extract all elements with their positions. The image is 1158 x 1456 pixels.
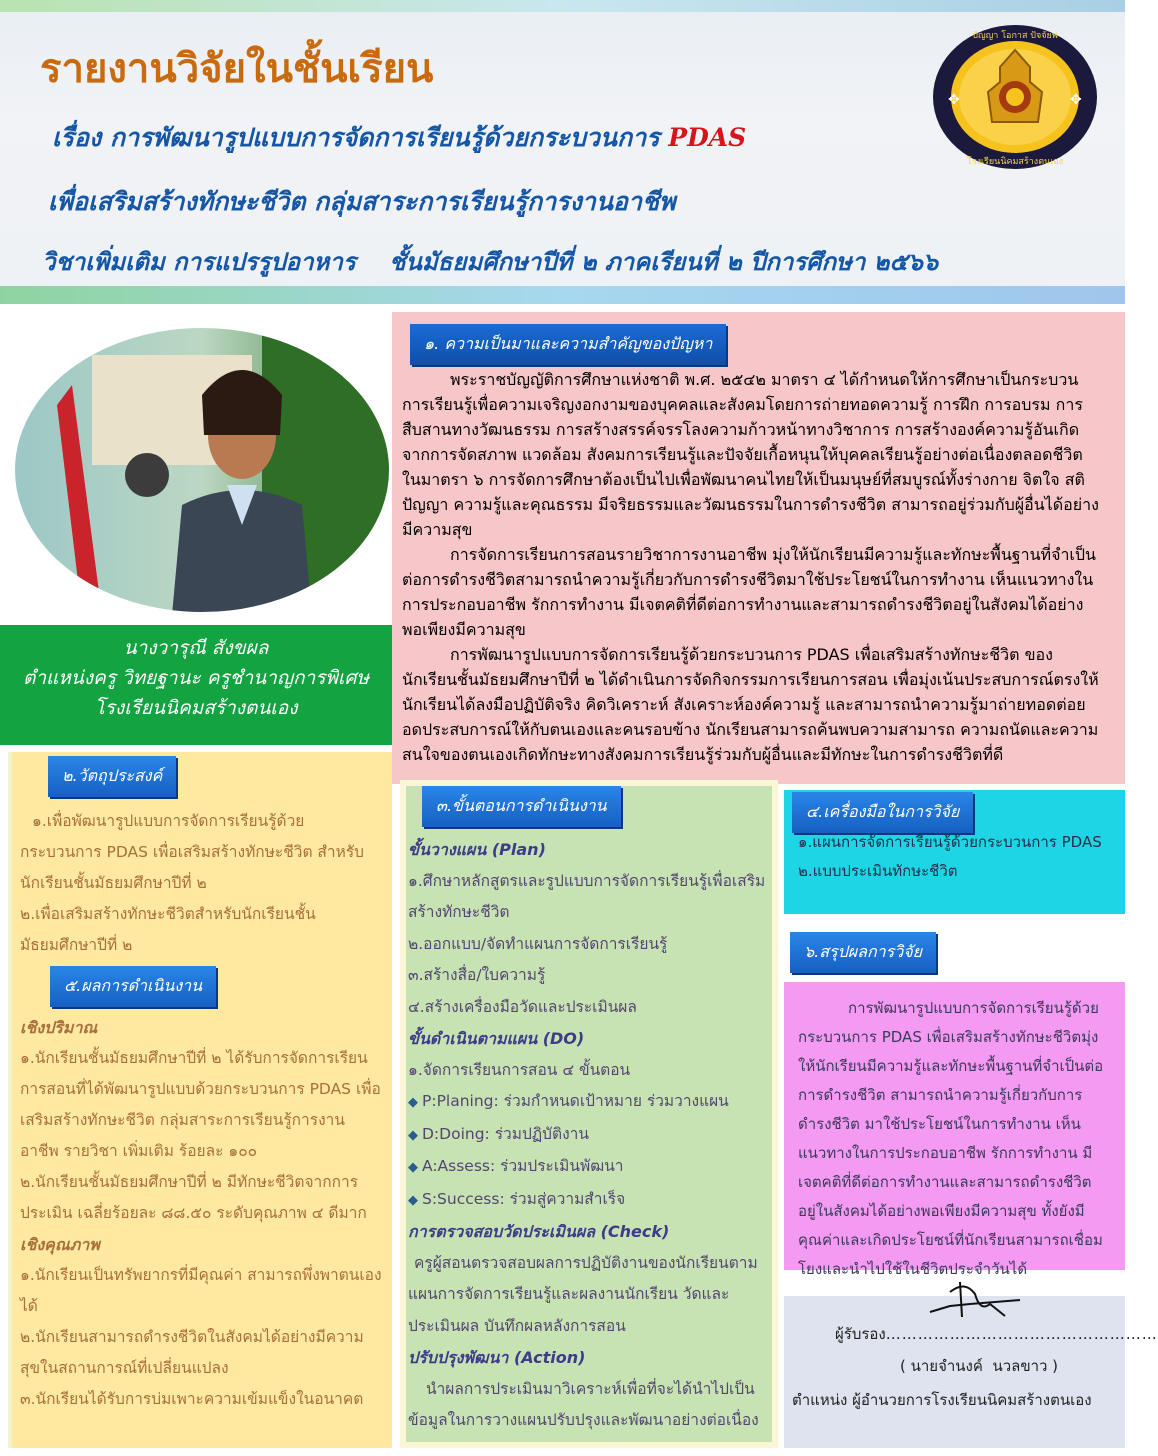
tool-item-1: ๑.แผนการจัดการเรียนรู้ด้วยกระบวนการ PDAS (798, 833, 1102, 851)
step-d: ◆ D:Doing: ร่วมปฏิบัติงาน (408, 1124, 589, 1143)
check-label: การตรวจสอบวัดประเมินผล (Check) (408, 1222, 670, 1241)
quantitative-item-2: ๒.นักเรียนชั้นมัธยมศึกษาปีที่ ๒ มีทักษะชีวิตจากการประเมิน เฉลี่ยร้อยละ ๘๘.๕๐ ระดับคุณภาพ ๔ ดีมาก (20, 1173, 367, 1222)
header-top-stripe (0, 0, 1125, 12)
subtitle-line-1 (52, 118, 746, 158)
action-text: นำผลการประเมินมาวิเคราะห์เพื่อที่จะได้นำไปเป็นข้อมูลในการวางแผนปรับปรุงและพัฒนาอย่างต่อเนื่อง (408, 1379, 759, 1429)
svg-text:✥: ✥ (1070, 92, 1082, 108)
section-1-body (402, 368, 1102, 768)
qualitative-item-1: ๑.นักเรียนเป็นทรัพยากรที่มีคุณค่า สามารถพึ่งพาตนเองได้ (20, 1266, 382, 1315)
section-3-body (408, 834, 770, 1437)
diamond-bullet-icon: ◆ (408, 1192, 418, 1208)
teacher-school: โรงเรียนนิคมสร้างตนเอง (94, 697, 298, 719)
step-a: ◆ A:Assess: ร่วมประเมินพัฒนา (408, 1157, 624, 1175)
quantitative-label: เชิงปริมาณ (20, 1018, 98, 1037)
logo-bottom-text: โรงเรียนนิคมสร้างตนเอง (966, 157, 1064, 167)
subtitle-line-3: วิชาเพิ่มเติม การแปรรูปอาหาร ชั้นมัธยมศึกษาปีที่ ๒ ภาคเรียนที่ ๒ ปีการศึกษา ๒๕๖๖ (42, 248, 939, 276)
teacher-position: ตำแหน่งครู วิทยฐานะ ครูชำนาญการพิเศษ (22, 667, 370, 689)
diamond-bullet-icon: ◆ (408, 1095, 418, 1110)
check-text: ครูผู้สอนตรวจสอบผลการปฏิบัติงานของนักเรียนตามแผนการจัดการเรียนรู้และผลงานนักเรียน วัดและประเมินผล บันทึกผลหลังการสอน (408, 1253, 758, 1335)
do-item-1: ๑.จัดการเรียนการสอน ๔ ขั้นตอน (408, 1060, 631, 1079)
school-logo (930, 22, 1100, 172)
teacher-name-box (0, 625, 392, 745)
step-s: ◆ S:Success: ร่วมสู่ความสำเร็จ (408, 1189, 626, 1208)
section-1-heading: ๑. ความเป็นมาและความสำคัญของปัญหา (410, 324, 726, 365)
section-5-heading: ๕.ผลการดำเนินงาน (50, 966, 216, 1007)
header-bottom-stripe (0, 286, 1125, 304)
objective-item-1: ๑.เพื่อพัฒนารูปแบบการจัดการเรียนรู้ด้วยกระบวนการ PDAS เพื่อเสริมสร้างทักษะชีวิต สำหรับนักเรียนชั้นมัธยมศึกษาปีที่ ๒ (20, 812, 364, 892)
certifier-line: ผู้รับรอง…………………………………………… (835, 1325, 1158, 1343)
logo-top-text: ปัญญา โอกาส ปัจจัยพ (972, 31, 1058, 41)
qualitative-label: เชิงคุณภาพ (20, 1235, 100, 1254)
section-4-body (798, 828, 1118, 886)
diamond-bullet-icon: ◆ (408, 1127, 418, 1143)
section-1-paragraph-3: การพัฒนารูปแบบการจัดการเรียนรู้ด้วยกระบวนการ PDAS เพื่อเสริมสร้างทักษะชีวิต ของนักเรียนชั้นมัธยมศึกษาปีที่ ๒ ได้ดำเนินการจัดกิจกรรมการเรียนการสอน เพื่อมุ่งเน้นประสบการณ์ตรงให้นักเรียนได้ลงมือปฏิบัติจริง คิดวิเคราะห์ สังเคราะห์องค์ความรู้ และสามารถนำความรู้มาถ่ายทอดต่อยอดประสบการณ์ให้กับตนเองและคนรอบข้าง นักเรียนสามารถค้นพบความสามารถ ความถนัดและความสนใจของตนเองเกิดทักษะทางสังคมการเรียนรู้ร่วมกับผู้อื่นและมีทักษะในการดำรงชีวิตที่ดี (402, 645, 1099, 764)
qualitative-item-3: ๓.นักเรียนได้รับการบ่มเพาะความเข้มแข็งในอนาคต (20, 1390, 364, 1408)
diamond-bullet-icon: ◆ (408, 1160, 418, 1175)
subtitle-line-1-text: เรื่อง การพัฒนารูปแบบการจัดการเรียนรู้ด้วยกระบวนการ (52, 123, 669, 152)
quantitative-item-1: ๑.นักเรียนชั้นมัธยมศึกษาปีที่ ๒ ได้รับการจัดการเรียนการสอนที่ได้พัฒนารูปแบบด้วยกระบวนการ PDAS เพื่อเสริมสร้างทักษะชีวิต กลุ่มสาระการเรียนรู้การงานอาชีพ รายวิชา เพิ่มเติม ร้อยละ ๑๐๐ (20, 1049, 381, 1160)
section-3-heading: ๓.ขั้นตอนการดำเนินงาน (422, 786, 621, 827)
plan-label: ขั้นวางแผน (Plan) (408, 840, 546, 859)
plan-item-4: ๔.สร้างเครื่องมือวัดและประเมินผล (408, 997, 637, 1016)
certifier-name: ( นายจำนงค์ นวลขาว ) (900, 1357, 1059, 1375)
certifier-label: ผู้รับรอง (835, 1325, 886, 1343)
objective-item-2: ๒.เพื่อเสริมสร้างทักษะชีวิตสำหรับนักเรียนชั้นมัธยมศึกษาปีที่ ๒ (20, 905, 316, 954)
step-p: ◆ P:Planing: ร่วมกำหนดเป้าหมาย ร่วมวางแผน (408, 1092, 729, 1110)
section-1-paragraph-1: พระราชบัญญัติการศึกษาแห่งชาติ พ.ศ. ๒๕๔๒ มาตรา ๔ ได้กำหนดให้การศึกษาเป็นกระบวนการเรียนรู้เพื่อความเจริญงอกงามของบุคคลและสังคมโดยการถ่ายทอดความรู้ การฝึก การอบรม การสืบสานทางวัฒนธรรม การสร้างสรรค์จรรโลงความก้าวหน้าทางวิชาการ การสร้างองค์ความรู้อันเกิดจากการจัดสภาพ แวดล้อม สังคมการเรียนรู้และปัจจัยเกื้อหนุนให้บุคคลเรียนรู้อย่างต่อเนื่องตลอดชีวิต ในมาตรา ๖ การจัดการศึกษาต้องเป็นไปเพื่อพัฒนาคนไทยให้เป็นมนุษย์ที่สมบูรณ์ทั้งร่างกาย จิตใจ สติปัญญา ความรู้และคุณธรรม มีจริยธรรมและวัฒนธรรมในการดำรงชีวิต สามารถอยู่ร่วมกับผู้อื่นได้อย่างมีความสุข (402, 370, 1099, 539)
section-5-body (20, 1012, 382, 1415)
plan-item-1: ๑.ศึกษาหลักสูตรและรูปแบบการจัดการเรียนรู้เพื่อเสริมสร้างทักษะชีวิต (408, 871, 766, 921)
section-1-paragraph-2: การจัดการเรียนการสอนรายวิชาการงานอาชีพ มุ่งให้นักเรียนมีความรู้และทักษะพื้นฐานที่จำเป็นต่อการดำรงชีวิตสามารถนำความรู้เกี่ยวกับการดำรงชีวิตมาใช้ประโยชน์ในการทำงาน เห็นแนวทางในการประกอบอาชีพ รักการทำงาน มีเจตคติที่ดีต่อการทำงานและสามารถดำรงชีวิตอยู่ในสังคมได้อย่างพอเพียงมีความสุข (402, 545, 1096, 639)
teacher-photo (12, 325, 392, 615)
section-2-heading: ๒.วัตถุประสงค์ (48, 756, 176, 797)
do-label: ขั้นดำเนินตามแผน (DO) (408, 1029, 585, 1048)
section-2-body (20, 806, 380, 961)
pdas-highlight: PDAS (668, 123, 747, 152)
plan-item-2: ๒.ออกแบบ/จัดทำแผนการจัดการเรียนรู้ (408, 934, 668, 953)
school-logo-emblem-icon (930, 22, 1100, 172)
action-label: ปรับปรุงพัฒนา (Action) (408, 1348, 586, 1367)
teacher-name: นางวารุณี สังขผล (123, 637, 269, 659)
section-4-heading: ๔.เครื่องมือในการวิจัย (792, 792, 973, 833)
tool-item-2: ๒.แบบประเมินทักษะชีวิต (798, 862, 958, 880)
subtitle-line-2: เพื่อเสริมสร้างทักษะชีวิต กลุ่มสาระการเรียนรู้การงานอาชีพ (48, 187, 676, 216)
plan-item-3: ๓.สร้างสื่อ/ใบความรู้ (408, 966, 546, 984)
svg-text:✥: ✥ (948, 92, 960, 108)
qualitative-item-2: ๒.นักเรียนสามารถดำรงชีวิตในสังคมได้อย่างมีความสุขในสถานการณ์ที่เปลี่ยนแปลง (20, 1328, 364, 1377)
report-title: รายงานวิจัยในชั้นเรียน (40, 46, 434, 92)
certifier-position: ตำแหน่ง ผู้อำนวยการโรงเรียนนิคมสร้างตนเอง (792, 1391, 1092, 1409)
conclusion-text: การพัฒนารูปแบบการจัดการเรียนรู้ด้วยกระบวนการ PDAS เพื่อเสริมสร้างทักษะชีวิตมุ่งให้นักเรียนมีความรู้และทักษะพื้นฐานที่จำเป็นต่อการดำรงชีวิต สามารถนำความรู้เกี่ยวกับการดำรงชีวิต มาใช้ประโยชน์ในการทำงาน เห็นแนวทางในการประกอบอาชีพ รักการทำงาน มีเจตคติที่ดีต่อการทำงานและสามารถดำรงชีวิตอยู่ในสังคมได้อย่างพอเพียงมีความสุข ทั้งยังมีคุณค่าและเกิดประโยชน์ที่นักเรียนสามารถเชื่อมโยงและนำไปใช้ในชีวิตประจำวันได้ (798, 999, 1104, 1278)
section-6-heading: ๖.สรุปผลการวิจัย (790, 932, 936, 973)
